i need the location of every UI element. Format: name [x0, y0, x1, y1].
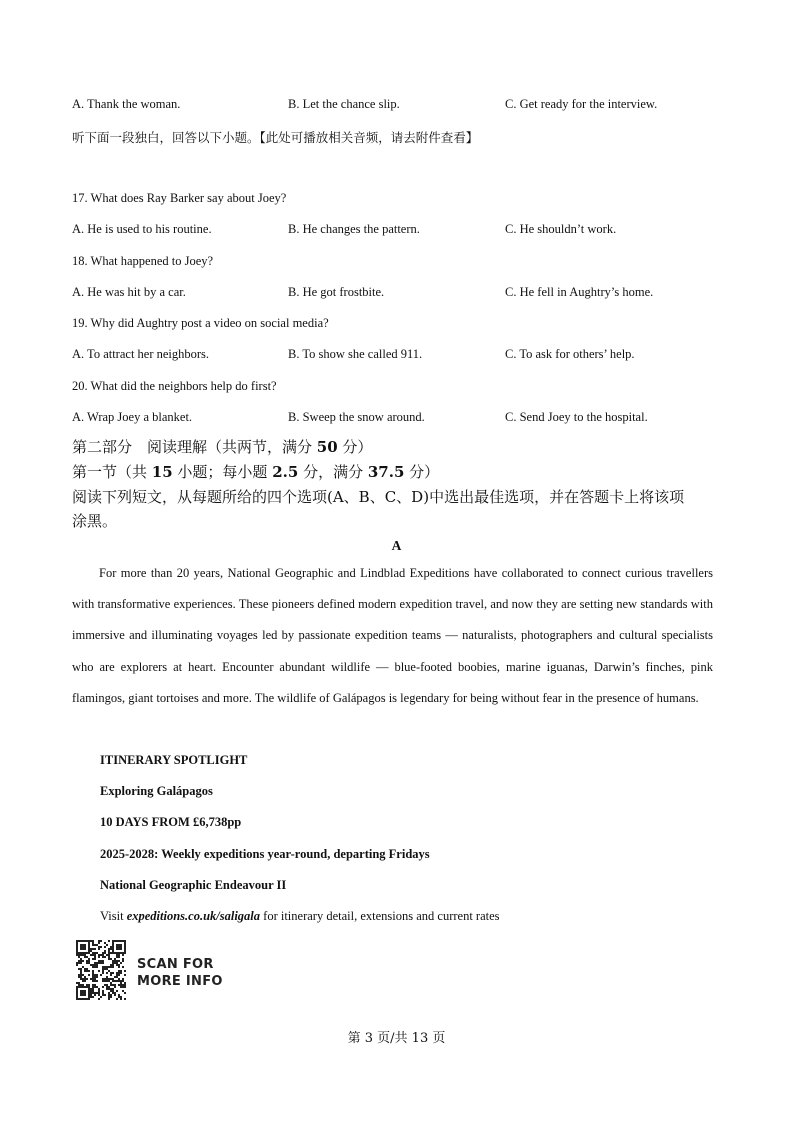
itinerary-schedule: 2025-2028: Weekly expeditions year-round, departing Fridays	[100, 847, 430, 861]
question-18-options	[72, 285, 732, 303]
option-b: B. He got frostbite.	[288, 285, 385, 299]
scan-for-more-info-label: SCAN FOR MORE INFO	[137, 957, 223, 989]
question-20-options	[72, 410, 732, 428]
option-a: A. He is used to his routine.	[72, 222, 212, 236]
option-c: C. He shouldn’t work.	[505, 222, 617, 236]
itinerary-price: 10 DAYS FROM £6,738pp	[100, 815, 242, 829]
option-b: B. To show she called 911.	[288, 347, 423, 361]
visit-link[interactable]: expeditions.co.uk/saligala	[126, 909, 261, 923]
part2-heading: 第二部分 阅读理解（共两节，满分 50 分）	[72, 438, 373, 456]
option-c: C. Send Joey to the hospital.	[505, 410, 648, 424]
option-a: A. To attract her neighbors.	[72, 347, 210, 361]
itinerary-visit: Visit expeditions.co.uk/saligala for itinerary detail, extensions and current rates	[100, 909, 500, 923]
passage-a-text: For more than 20 years, National Geographic and Lindblad Expeditions have collaborated to connect curious travellers with transformative experiences. These pioneers defined modern expedition travel, and now they are setting new standards with immersive and illuminating voyages led by passionate expedition teams — naturalists, photographers and cultural specialists who are explorers at heart. Encounter abundant wildlife — blue-footed boobies, marine iguanas, Darwin’s finches, pink flamingos, giant tortoises and more. The wildlife of Galápagos is legendary for being without fear in the presence of humans.	[72, 566, 713, 705]
option-c: C. He fell in Aughtry’s home.	[505, 285, 654, 299]
monologue-instruction: 听下面一段独白，回答以下小题。【此处可播放相关音频，请去附件查看】	[72, 130, 479, 145]
reading-instruction-line2: 涂黑。	[72, 512, 118, 530]
question-17-options	[72, 222, 732, 240]
option-b: B. Let the chance slip.	[288, 97, 400, 111]
itinerary-spotlight: ITINERARY SPOTLIGHT	[100, 753, 248, 767]
option-a: A. Thank the woman.	[72, 97, 181, 111]
question-20-stem: 20. What did the neighbors help do first?	[72, 379, 277, 393]
question-18-stem: 18. What happened to Joey?	[72, 254, 214, 268]
option-a: A. He was hit by a car.	[72, 285, 186, 299]
option-a: A. Wrap Joey a blanket.	[72, 410, 193, 424]
option-c: C. To ask for others’ help.	[505, 347, 635, 361]
section1-heading: 第一节（共 15 小题；每小题 2.5 分，满分 37.5 分）	[72, 463, 440, 481]
passage-letter: A	[391, 538, 402, 553]
question-19-options	[72, 347, 732, 365]
option-c: C. Get ready for the interview.	[505, 97, 658, 111]
question-19-stem: 19. Why did Aughtry post a video on social media?	[72, 316, 329, 330]
question-16-options	[72, 97, 732, 115]
question-17-stem: 17. What does Ray Barker say about Joey?	[72, 191, 287, 205]
page-footer: 第 3 页/共 13 页	[347, 1031, 446, 1046]
option-b: B. He changes the pattern.	[288, 222, 420, 236]
itinerary-ship: National Geographic Endeavour II	[100, 878, 287, 892]
qr-code-icon	[76, 940, 126, 1000]
option-b: B. Sweep the snow around.	[288, 410, 425, 424]
reading-instruction-line1: 阅读下列短文，从每题所给的四个选项(A、B、C、D)中选出最佳选项，并在答题卡上将该项	[72, 488, 685, 506]
itinerary-title: Exploring Galápagos	[100, 784, 213, 798]
